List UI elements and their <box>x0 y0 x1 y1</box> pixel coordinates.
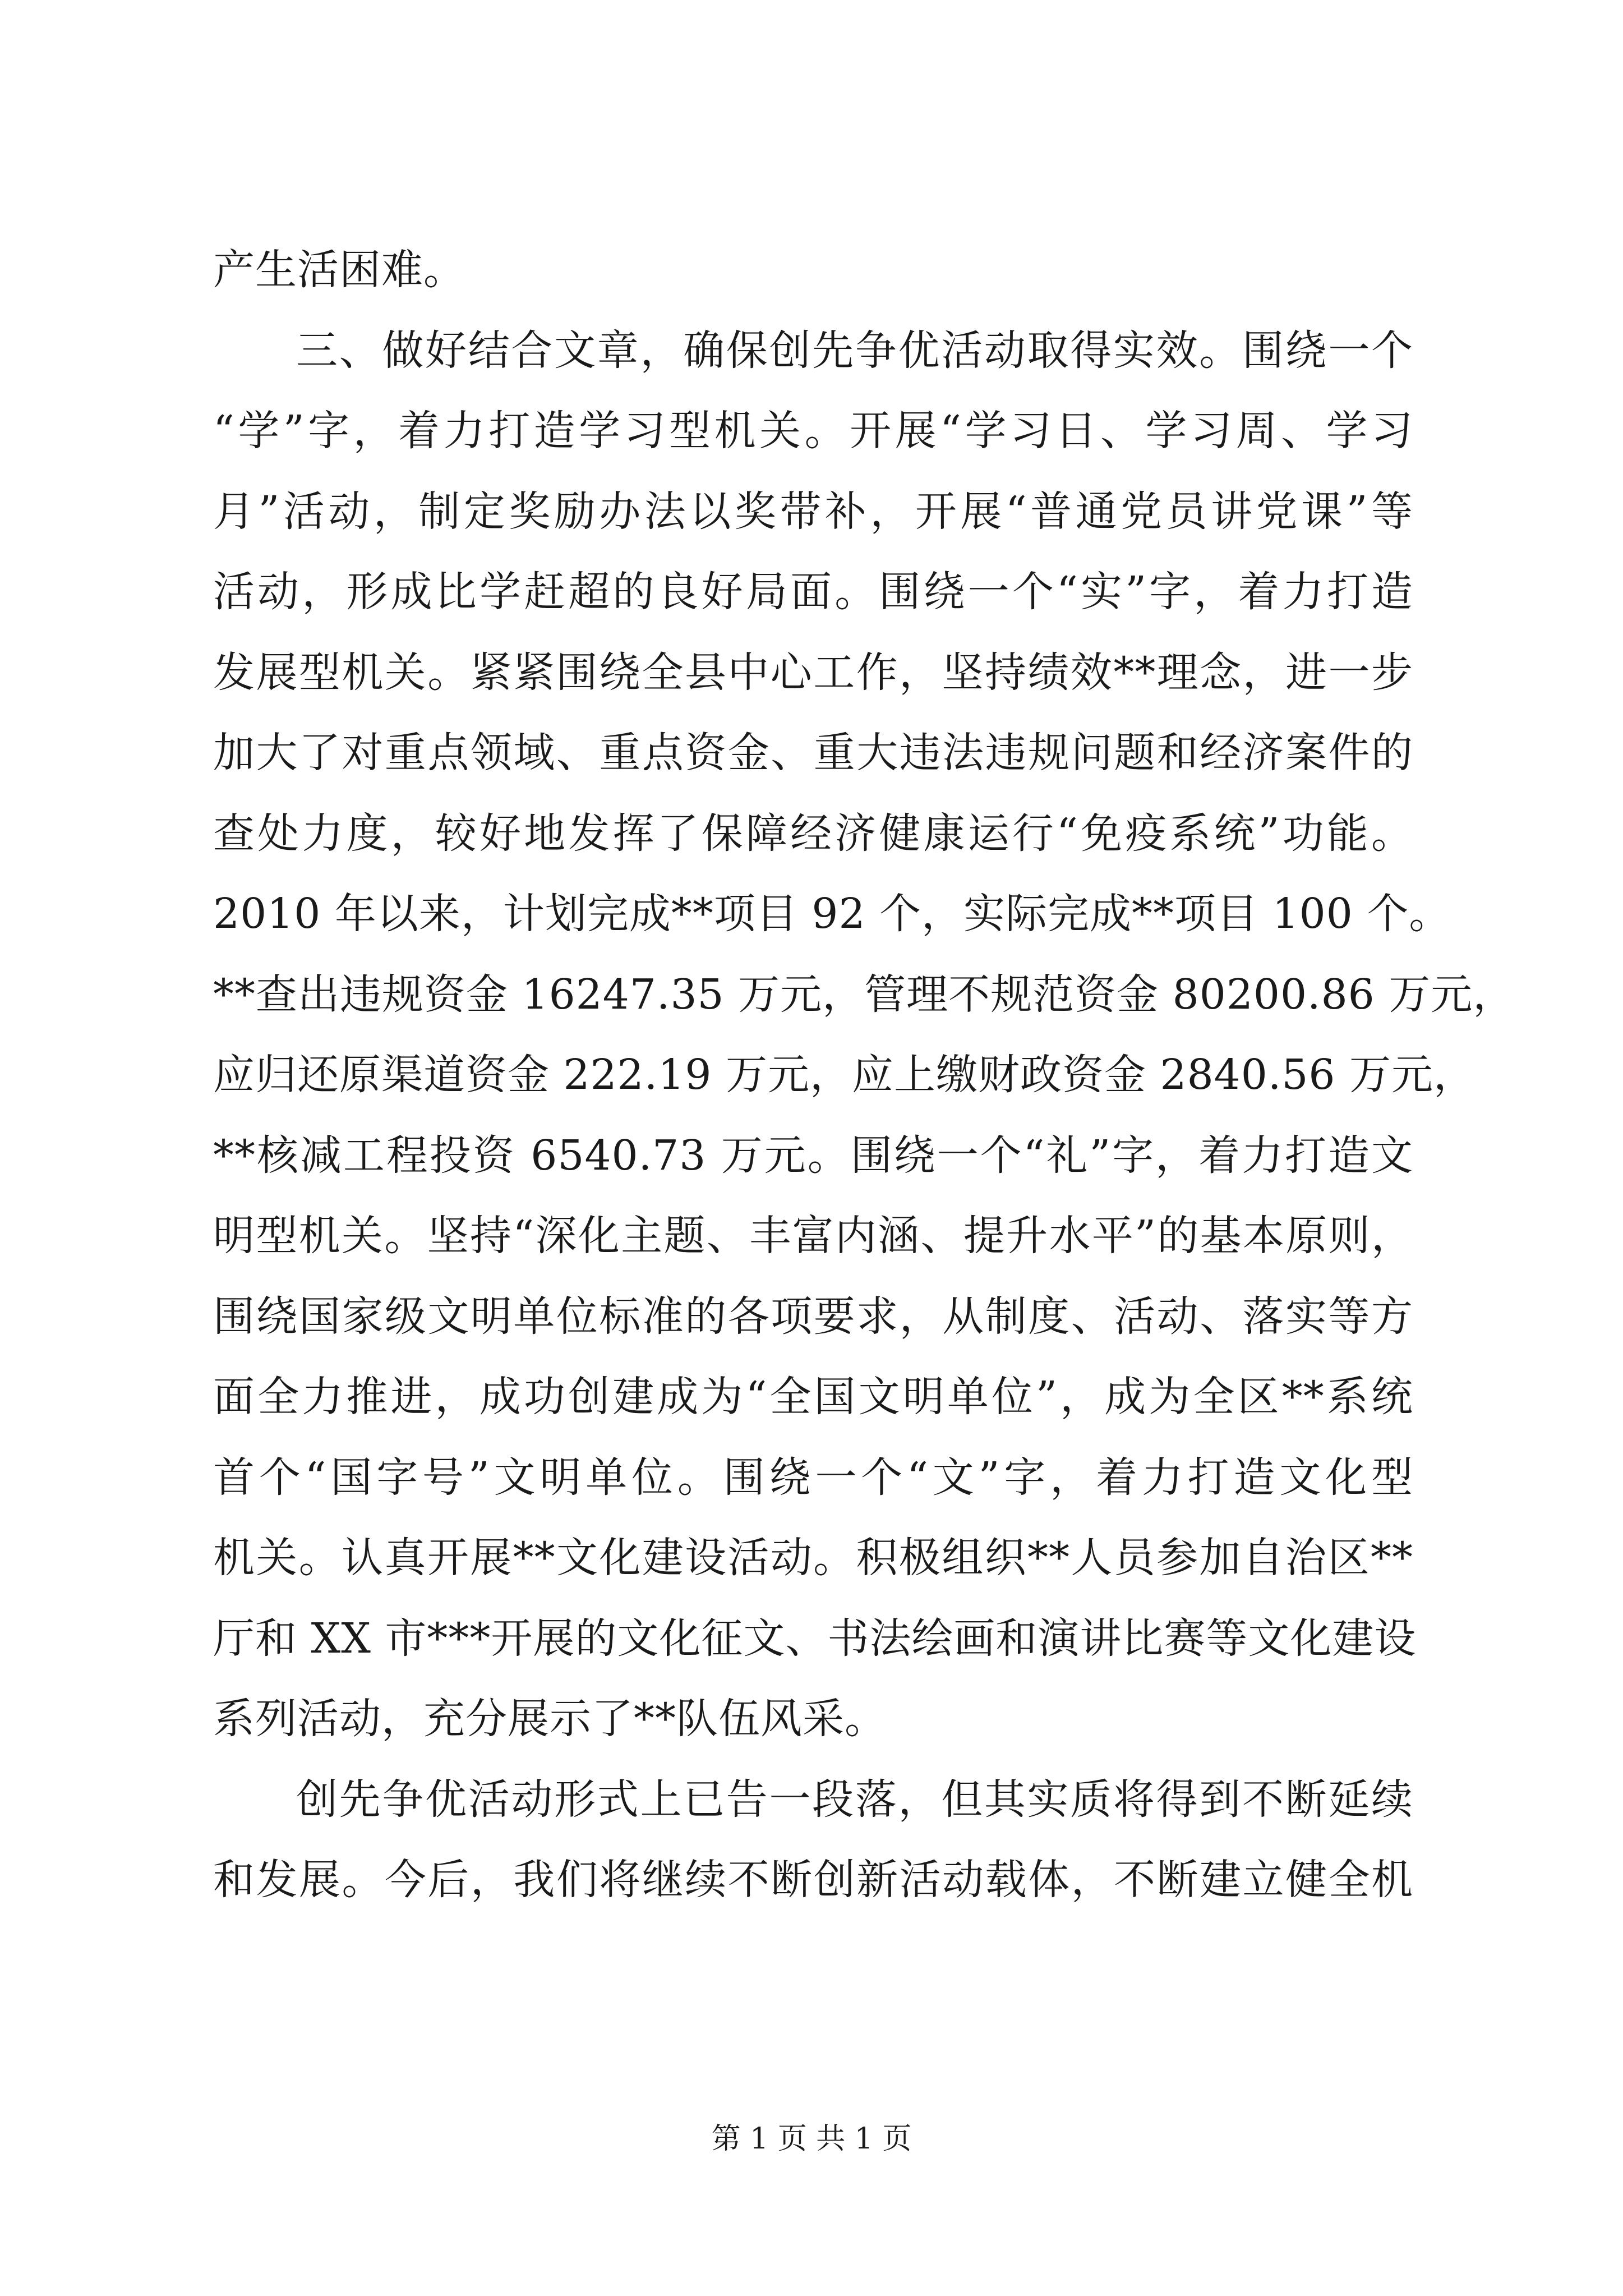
text-line: 面全力推进，成功创建成为“全国文明单位”，成为全区**系统 <box>213 1373 1413 1421</box>
text-line: “学”字，着力打造学习型机关。开展“学习日、学习周、学习 <box>213 407 1413 455</box>
text-line: 三、做好结合文章，确保创先争优活动取得实效。围绕一个 <box>296 326 1413 375</box>
text-line: 活动，形成比学赶超的良好局面。围绕一个“实”字，着力打造 <box>213 568 1413 616</box>
page-footer: 第 1 页 共 1 页 <box>711 2122 912 2156</box>
text-line: 围绕国家级文明单位标准的各项要求，从制度、活动、落实等方 <box>213 1292 1413 1341</box>
text-line: **核减工程投资 6540.73 万元。围绕一个“礼”字，着力打造文 <box>213 1131 1413 1180</box>
text-line: 机关。认真开展**文化建设活动。积极组织**人员参加自治区** <box>213 1534 1413 1582</box>
text-line: 明型机关。坚持“深化主题、丰富内涵、提升水平”的基本原则， <box>213 1212 1413 1260</box>
text-line: 应归还原渠道资金 222.19 万元，应上缴财政资金 2840.56 万元， <box>213 1051 1476 1099</box>
text-line: 创先争优活动形式上已告一段落，但其实质将得到不断延续 <box>296 1775 1413 1824</box>
text-line: 查处力度，较好地发挥了保障经济健康运行“免疫系统”功能。 <box>213 809 1413 858</box>
text-line: 发展型机关。紧紧围绕全县中心工作，坚持绩效**理念，进一步 <box>213 648 1413 697</box>
text-line: 厅和 XX 市***开展的文化征文、书法绘画和演讲比赛等文化建设 <box>213 1614 1417 1663</box>
text-line: 月”活动，制定奖励办法以奖带补，开展“普通党员讲党课”等 <box>213 487 1413 536</box>
text-line: 2010 年以来，计划完成**项目 92 个，实际完成**项目 100 个。 <box>213 890 1451 938</box>
text-line: **查出违规资金 16247.35 万元，管理不规范资金 80200.86 万元， <box>213 970 1515 1019</box>
text-line: 系列活动，充分展示了**队伍风采。 <box>213 1695 887 1743</box>
text-line: 产生活困难。 <box>213 246 465 294</box>
text-line: 首个“国字号”文明单位。围绕一个“文”字，着力打造文化型 <box>213 1453 1413 1502</box>
document-body <box>213 230 1515 1921</box>
text-line: 加大了对重点领域、重点资金、重大违法违规问题和经济案件的 <box>213 729 1413 777</box>
text-line: 和发展。今后，我们将继续不断创新活动载体，不断建立健全机 <box>213 1856 1413 1904</box>
